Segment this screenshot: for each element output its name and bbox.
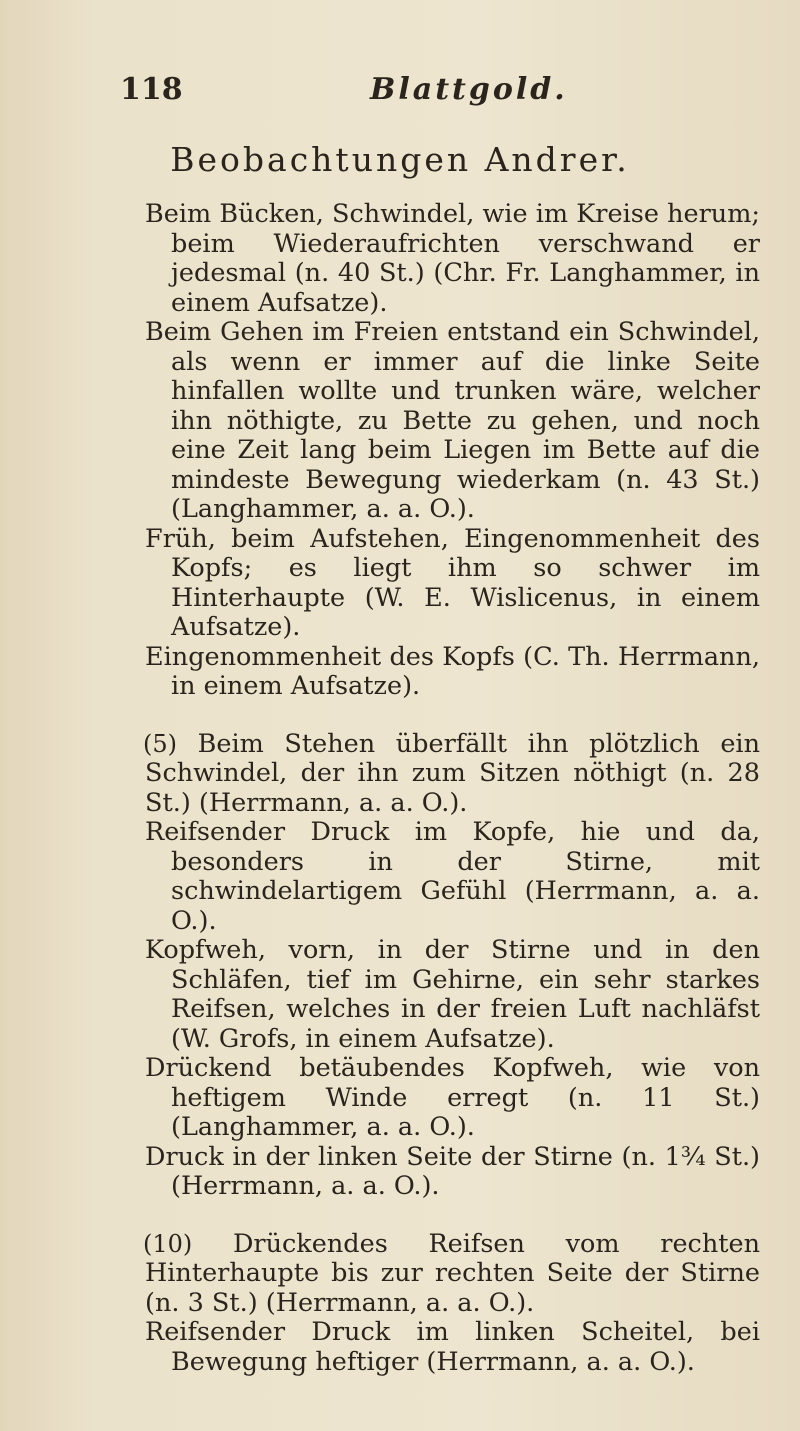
symptom-entry (121, 1230, 760, 1319)
page-header (0, 72, 800, 112)
symptom-entry: Reifsender Druck im Kopfe, hie und da, besonders in der Stirne, mit schwindelartigem Gefühl (Herrmann, a. a. O.). (145, 817, 760, 936)
symptom-group (121, 730, 760, 1202)
entry-text: Drückendes Reifsen vom rechten Hinterhaupte bis zur rechten Seite der Stirne (n. 3 St.) (Herrmann, a. a. O.). (145, 1228, 761, 1318)
symptom-entry: Eingenommenheit des Kopfs (C. Th. Herrmann, in einem Aufsatze). (145, 641, 760, 701)
symptom-entry: Beim Gehen im Freien entstand ein Schwindel, als wenn er immer auf die linke Seite hinfallen wollte und trunken wäre, welcher ihn nöthigte, zu Bette zu gehen, und noch eine Zeit lang beim Liegen im Bette auf die mindeste Bewegung wiederkam (n. 43 St.) (Langhammer, a. a. O.). (145, 317, 760, 524)
running-title: Blattgold. (370, 72, 568, 107)
symptom-entry: Beim Bücken, Schwindel, wie im Kreise herum; beim Wiederaufrichten verschwand er jedesmal (n. 40 St.) (Chr. Fr. Langhammer, in einem Aufsatze). (145, 199, 760, 318)
entry-text: Beim Stehen überfällt ihn plötzlich ein Schwindel, der ihn zum Sitzen nöthigt (n. 28 St.) (Herrmann, a. a. O.). (145, 728, 760, 818)
section-title: Beobachtungen Andrer. (170, 140, 630, 179)
symptom-entry: Reifsender Druck im linken Scheitel, bei Bewegung heftiger (Herrmann, a. a. O.). (145, 1317, 760, 1377)
entry-number: (10) (143, 1229, 193, 1258)
symptom-list (145, 200, 760, 1405)
symptom-entry (121, 730, 760, 819)
page-number: 118 (120, 72, 183, 107)
symptom-entry: Früh, beim Aufstehen, Eingenommenheit des Kopfs; es liegt ihm so schwer im Hinterhaupte (W. E. Wislicenus, in einem Aufsatze). (145, 523, 760, 642)
symptom-group (145, 200, 760, 702)
symptom-entry: Drückend betäubendes Kopfweh, wie von heftigem Winde erregt (n. 11 St.) (Langhammer, a. a. O.). (145, 1053, 760, 1142)
entry-number: (5) (143, 729, 177, 758)
symptom-group (121, 1230, 760, 1378)
symptom-entry: Kopfweh, vorn, in der Stirne und in den Schläfen, tief im Gehirne, ein sehr starkes Reifsen, welches in der freien Luft nachläfst (W. Grofs, in einem Aufsatze). (145, 935, 760, 1054)
symptom-entry: Druck in der linken Seite der Stirne (n. 1¾ St.) (Herrmann, a. a. O.). (145, 1141, 760, 1201)
